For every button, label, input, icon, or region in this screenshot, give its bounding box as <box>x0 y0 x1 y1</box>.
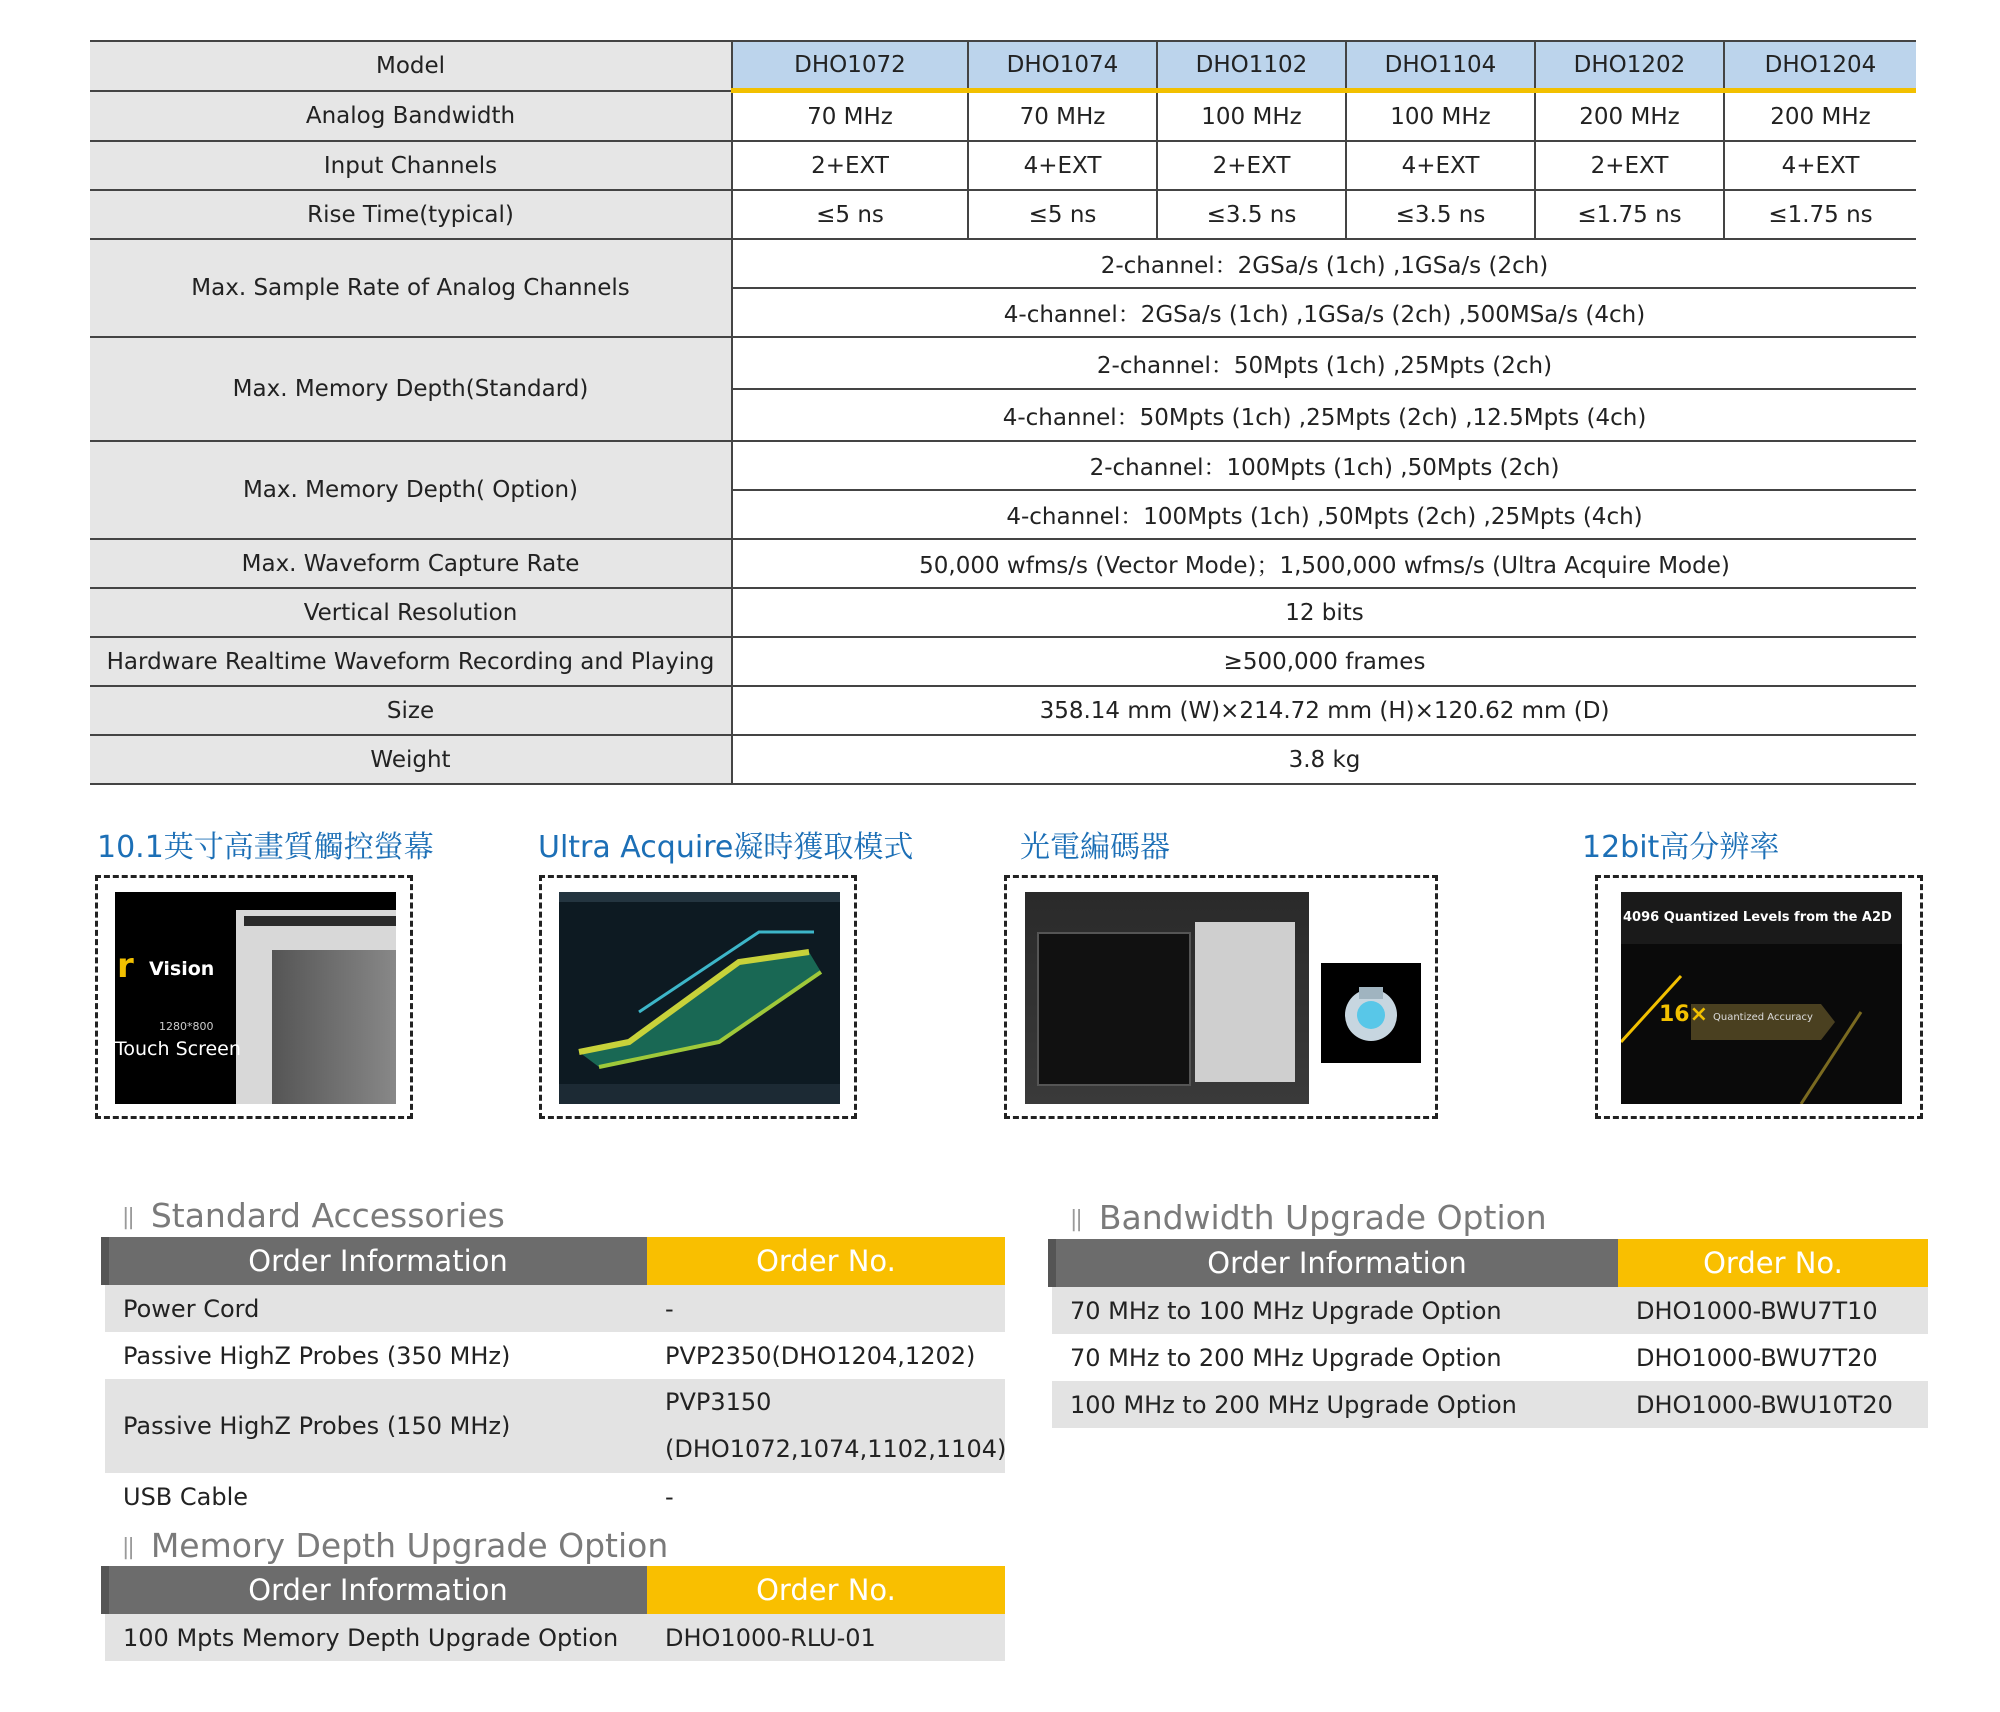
feature-box-touchscreen <box>95 875 413 1119</box>
spec-row-rise-time <box>90 190 1916 239</box>
vision-letter: r <box>117 946 134 986</box>
memory-upgrade-title <box>122 1526 668 1565</box>
memory-upgrade-table <box>101 1566 1005 1661</box>
spec-row-capture-rate <box>90 539 1916 588</box>
encoder-knob-icon <box>1321 963 1421 1063</box>
spec-row-memory-opt <box>90 441 1916 490</box>
order-info: Passive HighZ Probes (150 MHz) <box>105 1379 647 1473</box>
order-no-line: (DHO1072,1074,1102,1104) <box>665 1435 1007 1463</box>
spec-value: 4-channel：2GSa/s (1ch) ,1GSa/s (2ch) ,500MSa/s (4ch) <box>732 288 1916 337</box>
table-row <box>1052 1287 1928 1334</box>
spec-value: 12 bits <box>732 588 1916 637</box>
spec-value: 100 MHz <box>1346 91 1535 142</box>
order-no: PVP2350(DHO1204,1202) <box>665 1341 976 1370</box>
spec-value: 4+EXT <box>1724 141 1916 190</box>
ultra-acquire-image <box>559 892 840 1104</box>
column-header: Order Information <box>105 1237 647 1285</box>
model-name: DHO1202 <box>1535 41 1724 91</box>
order-info: Power Cord <box>105 1285 647 1332</box>
order-no: - <box>665 1482 674 1511</box>
screen-topbar <box>244 916 396 926</box>
spec-value: 200 MHz <box>1724 91 1916 142</box>
quantized-levels-label: 4096 Quantized Levels from the A2D <box>1623 910 1892 925</box>
scope-screen <box>1037 932 1191 1086</box>
spec-value: 50,000 wfms/s (Vector Mode)；1,500,000 wfms/s (Ultra Acquire Mode) <box>732 539 1916 588</box>
table-row <box>105 1379 1005 1473</box>
screen-bezel <box>236 910 396 1104</box>
order-no: - <box>647 1285 1005 1332</box>
order-no <box>647 1379 1005 1473</box>
spec-row-channels <box>90 141 1916 190</box>
spec-value: ≤3.5 ns <box>1346 190 1535 239</box>
spec-row-bandwidth <box>90 91 1916 142</box>
spec-value: 4+EXT <box>1346 141 1535 190</box>
accuracy-label: Quantized Accuracy <box>1713 1012 1813 1023</box>
spec-label: Weight <box>90 735 732 784</box>
section-title-text: Memory Depth Upgrade Option <box>150 1526 669 1565</box>
spec-value: 4-channel：50Mpts (1ch) ,25Mpts (2ch) ,12.5Mpts (4ch) <box>732 389 1916 441</box>
feature-title-resolution: 12bit高分辨率 <box>1582 830 1780 865</box>
spec-row-size <box>90 686 1916 735</box>
spec-label: Max. Memory Depth( Option) <box>90 441 732 539</box>
spec-row-resolution <box>90 588 1916 637</box>
bandwidth-upgrade-table <box>1048 1239 1928 1428</box>
table-header <box>1052 1239 1928 1287</box>
spec-value: 2+EXT <box>732 141 968 190</box>
spec-value: ≤3.5 ns <box>1157 190 1346 239</box>
order-no: DHO1000-BWU10T20 <box>1618 1381 1928 1428</box>
spec-label: Hardware Realtime Waveform Recording and Playing <box>90 637 732 686</box>
spec-value: 2+EXT <box>1157 141 1346 190</box>
standard-accessories-table <box>101 1237 1005 1520</box>
resolution-label: 1280*800 <box>159 1020 214 1033</box>
table-header <box>105 1566 1005 1614</box>
spec-value: 3.8 kg <box>732 735 1916 784</box>
resolution-image <box>1621 892 1902 1104</box>
spec-value: ≤5 ns <box>968 190 1157 239</box>
model-name: DHO1074 <box>968 41 1157 91</box>
feature-title-ultra-acquire: Ultra Acquire凝時獲取模式 <box>538 830 914 865</box>
order-info: 100 Mpts Memory Depth Upgrade Option <box>105 1614 647 1661</box>
spec-value: 4+EXT <box>968 141 1157 190</box>
column-header: Order No. <box>647 1237 1005 1285</box>
spec-row-recording <box>90 637 1916 686</box>
touchscreen-image <box>115 892 396 1104</box>
column-header: Order No. <box>1618 1239 1928 1287</box>
spec-value: 358.14 mm (W)×214.72 mm (H)×120.62 mm (D) <box>732 686 1916 735</box>
spec-label: Input Channels <box>90 141 732 190</box>
spec-row-weight <box>90 735 1916 784</box>
column-header: Order Information <box>1052 1239 1618 1287</box>
model-name: DHO1204 <box>1724 41 1916 91</box>
bandwidth-upgrade-title <box>1070 1198 1547 1237</box>
spec-value: 70 MHz <box>732 91 968 142</box>
spec-value: 200 MHz <box>1535 91 1724 142</box>
spec-label: Rise Time(typical) <box>90 190 732 239</box>
section-marker-icon: || <box>122 1535 133 1560</box>
spec-value: 4-channel：100Mpts (1ch) ,50Mpts (2ch) ,25Mpts (4ch) <box>732 490 1916 539</box>
order-info: USB Cable <box>123 1482 249 1511</box>
order-no-line: PVP3150 <box>665 1388 772 1416</box>
feature-title-encoder: 光電編碼器 <box>1020 830 1170 865</box>
spec-label: Max. Sample Rate of Analog Channels <box>90 239 732 337</box>
spec-table <box>90 40 1916 785</box>
order-no: DHO1000-BWU7T10 <box>1618 1287 1928 1334</box>
spec-label: Vertical Resolution <box>90 588 732 637</box>
encoder-image <box>1321 963 1421 1063</box>
table-row <box>1052 1334 1928 1381</box>
spec-value: 70 MHz <box>968 91 1157 142</box>
spec-value: ≤1.75 ns <box>1535 190 1724 239</box>
model-header-row <box>90 41 1916 91</box>
section-title-text: Bandwidth Upgrade Option <box>1098 1198 1547 1237</box>
spec-label: Max. Waveform Capture Rate <box>90 539 732 588</box>
standard-accessories-title <box>122 1196 505 1235</box>
spec-value: 100 MHz <box>1157 91 1346 142</box>
spec-label: Size <box>90 686 732 735</box>
section-marker-icon: || <box>1070 1207 1081 1232</box>
order-no: DHO1000-RLU-01 <box>647 1614 1005 1661</box>
spec-value: ≤1.75 ns <box>1724 190 1916 239</box>
spec-value: ≥500,000 frames <box>732 637 1916 686</box>
table-row <box>1052 1381 1928 1428</box>
order-no: DHO1000-BWU7T20 <box>1636 1343 1878 1372</box>
feature-box-ultra-acquire <box>539 875 857 1119</box>
touch-screen-label: Touch Screen <box>115 1038 241 1060</box>
model-name: DHO1072 <box>732 41 968 91</box>
order-info: 100 MHz to 200 MHz Upgrade Option <box>1052 1381 1618 1428</box>
model-name: DHO1104 <box>1346 41 1535 91</box>
spec-label: Max. Memory Depth(Standard) <box>90 337 732 441</box>
spec-row-sample-rate <box>90 239 1916 288</box>
column-header: Order No. <box>647 1566 1005 1614</box>
spec-value: 2-channel：100Mpts (1ch) ,50Mpts (2ch) <box>732 441 1916 490</box>
order-info: 70 MHz to 200 MHz Upgrade Option <box>1070 1343 1502 1372</box>
oscilloscope-image <box>1025 892 1309 1104</box>
screen-panel <box>272 950 396 1104</box>
table-row <box>105 1473 1005 1520</box>
model-label: Model <box>90 41 732 91</box>
feature-title-touchscreen: 10.1英寸高畫質觸控螢幕 <box>97 830 434 865</box>
resolution-graphic <box>1621 892 1902 1104</box>
spec-value: ≤5 ns <box>732 190 968 239</box>
vision-label: Vision <box>149 958 215 980</box>
scope-controls <box>1195 922 1295 1082</box>
table-row <box>105 1614 1005 1661</box>
section-marker-icon: || <box>122 1205 133 1230</box>
spec-value: 2-channel：50Mpts (1ch) ,25Mpts (2ch) <box>732 337 1916 389</box>
section-title-text: Standard Accessories <box>150 1196 505 1235</box>
multiplier-label: 16× <box>1659 1002 1709 1027</box>
waveform-graphic <box>559 892 840 1104</box>
spec-value: 2+EXT <box>1535 141 1724 190</box>
spec-label: Analog Bandwidth <box>90 91 732 142</box>
feature-box-resolution <box>1595 875 1923 1119</box>
table-header <box>105 1237 1005 1285</box>
spec-row-memory-std <box>90 337 1916 389</box>
feature-box-encoder <box>1004 875 1438 1119</box>
table-row <box>105 1332 1005 1379</box>
spec-value: 2-channel：2GSa/s (1ch) ,1GSa/s (2ch) <box>732 239 1916 288</box>
model-name: DHO1102 <box>1157 41 1346 91</box>
table-row <box>105 1285 1005 1332</box>
order-info: 70 MHz to 100 MHz Upgrade Option <box>1052 1287 1618 1334</box>
column-header: Order Information <box>105 1566 647 1614</box>
order-info: Passive HighZ Probes (350 MHz) <box>123 1341 511 1370</box>
